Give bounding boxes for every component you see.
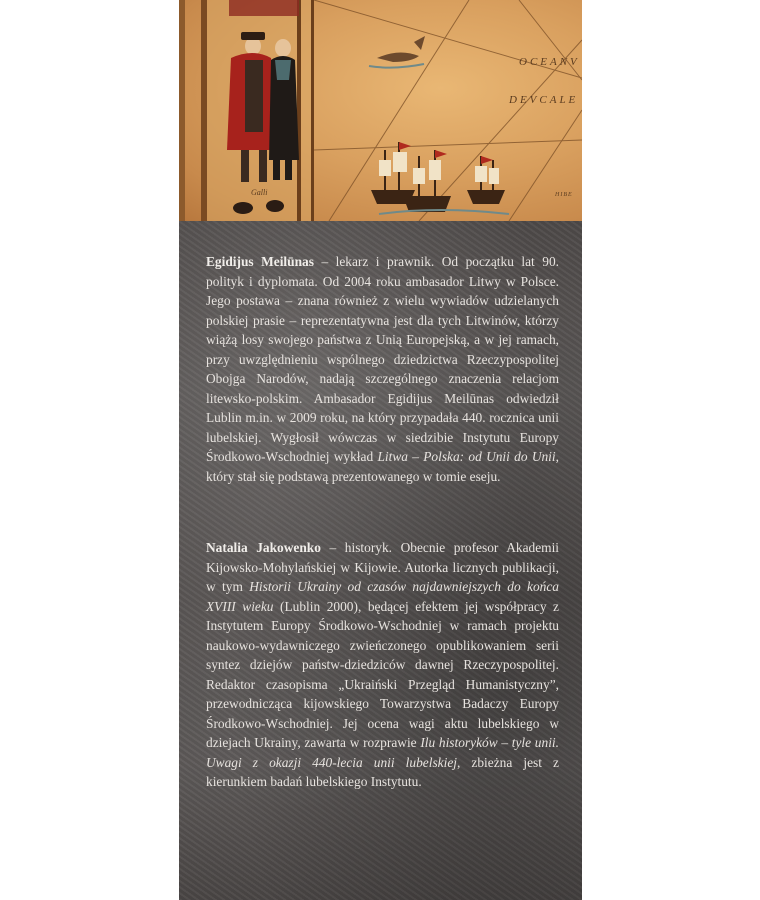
map-label-small: HIBE — [555, 192, 573, 198]
cover-flap — [179, 0, 582, 900]
rhumb-lines — [314, 0, 582, 221]
work-title: Litwa – Polska: od Unii do Unii — [377, 449, 556, 464]
sea-monster — [369, 36, 425, 68]
ships — [371, 142, 509, 214]
work-title: Ilu historyków – tyle unii. Uwagi z okazji 440-lecia unii lubelskiej — [206, 735, 559, 770]
bio-text: , który stał się podstawą prezentowanego w tomie eseju. — [206, 449, 559, 484]
bio-meilunas — [206, 252, 559, 486]
author-name: Egidijus Meilūnas — [206, 254, 314, 269]
map-drawing — [179, 0, 582, 221]
map-label-galli: Galli — [251, 188, 268, 197]
bio-text: , zbieżna jest z kierunkiem badań lubelskiego Instytutu. — [206, 754, 559, 789]
bio-jakowenko — [206, 538, 559, 792]
work-title: Historii Ukrainy od czasów najdawniejszych do końca XVIII wieku — [206, 579, 559, 614]
bio-text: – lekarz i prawnik. Od początku lat 90. polityk i dyplomata. Od 2004 roku ambasador Litwy w Polsce. Jego postawa – znana również z wielu wywiadów udzielanych polskiej prasie – reprezentatywna jest dla tych Litwinów, którzy wiążą losy swojego państwa z Unią Europejską, a w jej ramach, przy uwzględnieniu wspólnego dziedzictwa Rzeczypospolitej Obojga Narodów, nadają szczególnego znaczenia relacjom litewsko-polskim. Ambasador Egidijus Meilūnas odwiedził Lublin m.in. w 2009 roku, na który przypadała 440. rocznica unii lubelskiej. Wygłosił wówczas w siedzibie Instytutu Europy Środkowo-Wschodniej wykład — [206, 254, 559, 464]
historic-map-illustration — [179, 0, 582, 221]
map-label-deucal: DEVCALE — [509, 94, 579, 106]
bio-text: (Lublin 2000), będącej efektem jej współpracy z Instytutem Europy Środkowo-Wschodniej w ramach projektu naukowo-wydawniczego zwieńczonego opublikowaniem serii syntez dziejów państw-dziedziców dawnej Rzeczypospolitej. Redaktor czasopisma „Ukraiński Przegląd Humanistyczny”, przewodnicząca kijowskiego Towarzystwa Badaczy Europy Środkowo-Wschodniej. Jej ocena wagi aktu lubelskiego w dziejach Ukrainy, zawarta w rozprawie — [206, 598, 559, 750]
bio-text: – historyk. Obecnie profesor Akademii Kijowsko-Mohylańskiej w Kijowie. Autorka licznych publikacji, w tym — [206, 540, 560, 594]
author-bios-panel — [179, 221, 582, 900]
author-name: Natalia Jakowenko — [206, 540, 321, 555]
map-label-ocean: OCEANV — [519, 56, 580, 68]
